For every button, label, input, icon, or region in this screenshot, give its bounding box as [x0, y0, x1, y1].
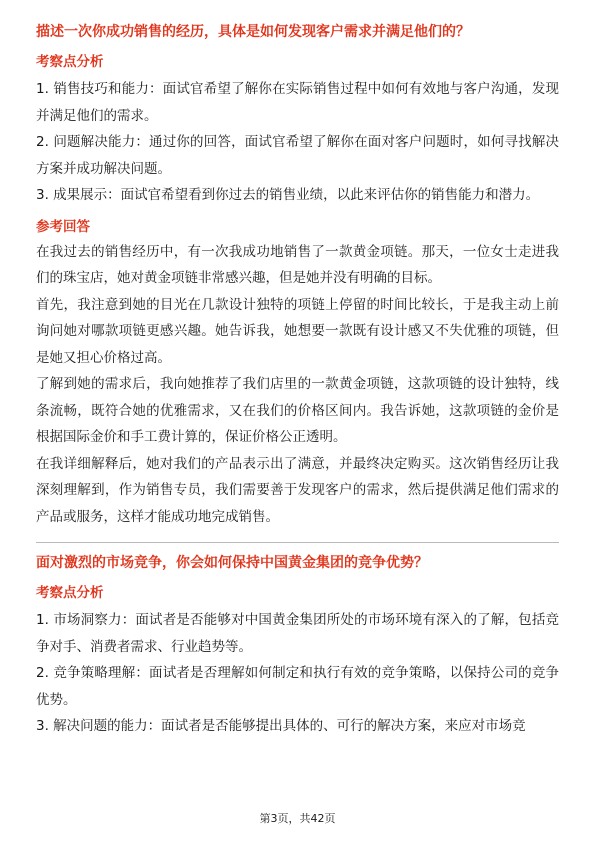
question-1-point-1: 1. 销售技巧和能力：面试官希望了解你在实际销售过程中如何有效地与客户沟通，发现并满足他们的需求。	[36, 81, 559, 124]
answer-paragraph-1: 在我过去的销售经历中，有一次我成功地销售了一款黄金项链。那天，一位女士走进我们的珠宝店，她对黄金项链非常感兴趣，但是她并没有明确的目标。	[36, 243, 559, 286]
question-1-point-2: 2. 问题解决能力：通过你的回答，面试官希望了解你在面对客户问题时，如何寻找解决方案并成功解决问题。	[36, 134, 559, 177]
question-2-point-2: 2. 竞争策略理解：面试者是否理解如何制定和执行有效的竞争策略，以保持公司的竞争优势。	[36, 665, 559, 708]
answer-paragraph-2: 首先，我注意到她的目光在几款设计独特的项链上停留的时间比较长，于是我主动上前询问她对哪款项链更感兴趣。她告诉我，她想要一款既有设计感又不失优雅的项链，但是她又担心价格过高。	[36, 296, 559, 366]
section-divider	[36, 542, 559, 543]
question-1-point-3: 3. 成果展示：面试官希望看到你过去的销售业绩，以此来评估你的销售能力和潜力。	[36, 187, 540, 203]
answer-paragraph-4: 在我详细解释后，她对我们的产品表示出了满意，并最终决定购买。这次销售经历让我深刻理解到，作为销售专员，我们需要善于发现客户的需求，然后提供满足他们需求的产品或服务，这样才能成功地完成销售。	[36, 455, 559, 525]
question-2-analysis-label: 考察点分析	[36, 585, 104, 601]
question-2-points	[36, 607, 559, 740]
question-1-answer	[36, 239, 559, 531]
question-1-answer-label: 参考回答	[36, 218, 90, 235]
answer-paragraph-3: 了解到她的需求后，我向她推荐了我们店里的一款黄金项链，这款项链的设计独特，线条流畅，既符合她的优雅需求，又在我们的价格区间内。我告诉她，这款项链的金价是根据国际金价和手工费计算的，保证价格公正透明。	[36, 376, 559, 445]
question-2-point-3: 3. 解决问题的能力：面试者是否能够提出具体的、可行的解决方案，来应对市场竞	[36, 718, 526, 734]
page-number-footer: 第3页，共42页	[259, 812, 336, 825]
question-2-point-1: 1. 市场洞察力：面试者是否能够对中国黄金集团所处的市场环境有深入的了解，包括竞争对手、消费者需求、行业趋势等。	[36, 612, 559, 655]
question-1-points	[36, 76, 559, 209]
question-2-title: 面对激烈的市场竞争，你会如何保持中国黄金集团的竞争优势？	[36, 555, 428, 571]
question-1-title: 描述一次你成功销售的经历，具体是如何发现客户需求并满足他们的？	[36, 24, 470, 40]
document-page	[36, 22, 559, 740]
question-1-analysis-label: 考察点分析	[36, 54, 104, 70]
